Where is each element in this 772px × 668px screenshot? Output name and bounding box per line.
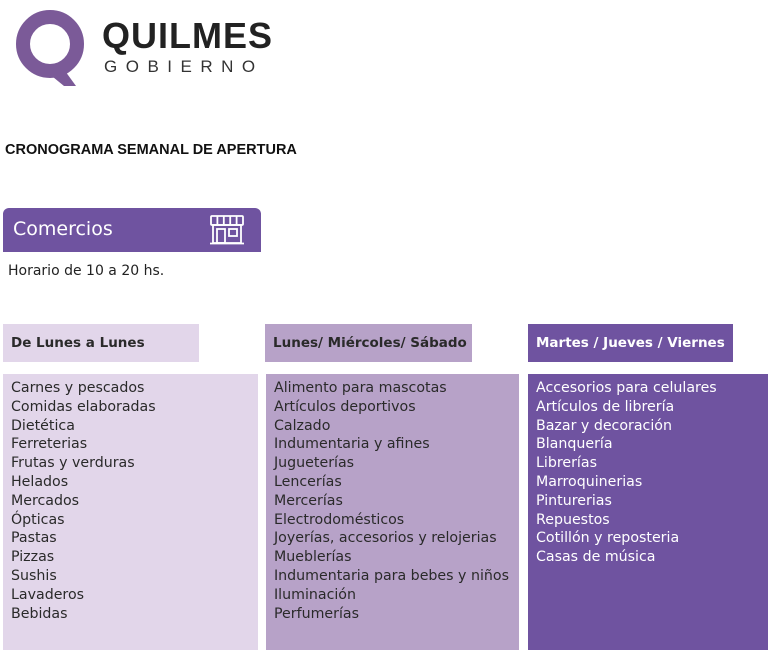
list-item: Bebidas xyxy=(11,605,68,622)
list-item: Accesorios para celulares xyxy=(536,380,717,396)
quilmes-logo xyxy=(12,6,272,90)
list-item: Librerías xyxy=(536,455,597,472)
opening-hours: Horario de 10 a 20 hs. xyxy=(8,263,165,279)
brand-subtitle: GOBIERNO xyxy=(104,57,264,76)
list-item: Helados xyxy=(11,473,69,490)
list-item: Pizzas xyxy=(11,549,55,566)
list-item: Electrodomésticos xyxy=(274,511,405,528)
list-item: Mercerías xyxy=(274,492,343,509)
list-item: Calzado xyxy=(274,417,331,434)
list-item: Joyerías, accesorios y relojerias xyxy=(274,530,497,547)
column-header-lun-mie-sab: Lunes/ Miércoles/ Sábado xyxy=(265,324,472,362)
list-item: Ópticas xyxy=(11,511,65,528)
section-banner xyxy=(3,208,261,252)
list-item: Blanquería xyxy=(536,436,613,453)
list-item: Jugueterías xyxy=(274,455,355,472)
list-item: Frutas y verduras xyxy=(11,455,135,472)
list-item: Lavaderos xyxy=(11,586,85,603)
list-item: Artículos de librería xyxy=(536,398,675,415)
list-item: Mueblerías xyxy=(274,549,352,566)
column-list-lunes-a-lunes xyxy=(3,374,258,650)
brand-name: QUILMES xyxy=(102,15,274,56)
column-list-lun-mie-sab xyxy=(266,374,519,650)
storefront-icon xyxy=(208,214,246,246)
list-item: Pinturerias xyxy=(536,492,612,509)
list-item: Perfumerías xyxy=(274,605,360,622)
list-item: Alimento para mascotas xyxy=(274,380,447,396)
list-item: Cotillón y reposteria xyxy=(536,530,680,547)
list-item: Carnes y pescados xyxy=(11,380,145,396)
list-item: Ferreterias xyxy=(11,436,88,453)
list-item: Repuestos xyxy=(536,511,610,528)
list-item: Indumentaria para bebes y niños xyxy=(274,567,509,584)
list-item: Indumentaria y afines xyxy=(274,436,430,453)
list-item: Sushis xyxy=(11,567,57,584)
list-item: Mercados xyxy=(11,492,80,509)
q-logo-icon xyxy=(12,6,88,90)
list-item: Dietética xyxy=(11,417,75,434)
page-title: CRONOGRAMA SEMANAL DE APERTURA xyxy=(5,142,297,158)
column-header-lunes-a-lunes: De Lunes a Lunes xyxy=(3,324,199,362)
list-item: Lencerías xyxy=(274,473,342,490)
section-title: Comercios xyxy=(13,218,113,240)
column-list-mar-jue-vie xyxy=(528,374,768,650)
column-header-mar-jue-vie: Martes / Jueves / Viernes xyxy=(528,324,733,362)
list-item: Bazar y decoración xyxy=(536,417,672,434)
list-item: Iluminación xyxy=(274,586,356,603)
list-item: Comidas elaboradas xyxy=(11,398,156,415)
list-item: Pastas xyxy=(11,530,57,547)
list-item: Artículos deportivos xyxy=(274,398,416,415)
list-item: Casas de música xyxy=(536,549,656,566)
list-item: Marroquinerias xyxy=(536,473,643,490)
